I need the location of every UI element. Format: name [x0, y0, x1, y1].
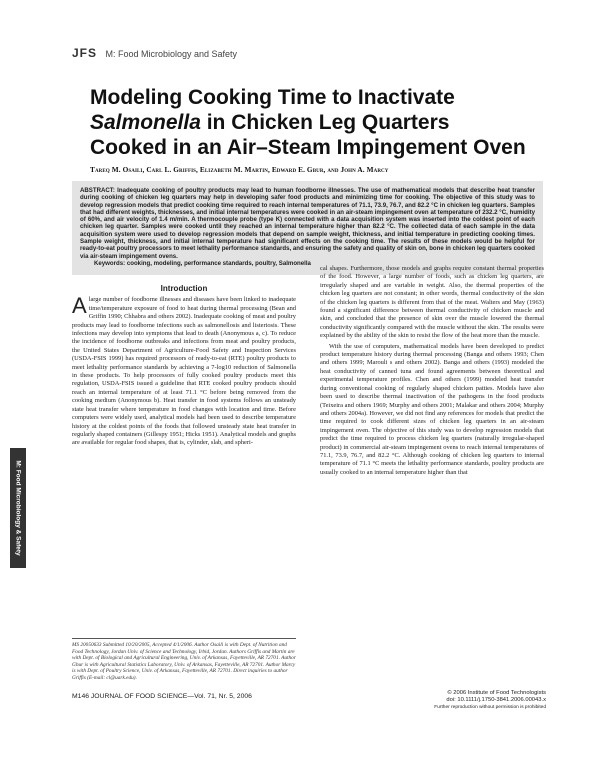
author-footnote: MS 20050633 Submitted 10/20/2005, Accepted 4/1/2006. Author Osaili is with Dept. of Nutrition and Food Technology, Jordan Univ. of Science and Technology, Irbid, Jordan. Authors Griffis and Martin are with Dept. of Biological and Agricultural Engineering, Univ. of Arkansas, Fayetteville, AR 72701. Author Gbur is with Agricultural Statistics Laboratory, Univ. of Arkansas, Fayetteville, AR 72701. Author Marcy is with Dept. of Poultry Science, Univ. of Arkansas, Fayetteville, AR 72701. Direct inquiries to author Griffis (E-mail: cl@uark.edu).	[72, 638, 296, 682]
journal-header	[72, 44, 237, 62]
title-line-1: Modeling Cooking Time to Inactivate	[90, 86, 455, 109]
left-column	[72, 285, 296, 450]
intro-paragraph-1	[72, 293, 296, 447]
right-column	[320, 265, 544, 479]
title-line-3: Cooked in an Air–Steam Impingement Oven	[90, 136, 526, 159]
page-footer-left: M146 JOURNAL OF FOOD SCIENCE—Vol. 71, Nr. 5, 2006	[72, 693, 252, 700]
page-footer-right	[416, 690, 546, 711]
doi: doi: 10.1111/j.1750-3841.2006.00043.x	[446, 697, 546, 703]
section-heading-introduction: Introduction	[160, 284, 208, 293]
title-organism: Salmonella	[90, 111, 201, 134]
title-line-2-rest: in Chicken Leg Quarters	[200, 111, 450, 134]
abstract-box	[72, 181, 543, 275]
keywords-text: cooking, modeling, performance standards, poultry, Salmonella	[125, 259, 311, 267]
keywords-label: Keywords:	[94, 259, 126, 267]
abstract-text: Inadequate cooking of poultry products may lead to human foodborne illnesses. The use of mathematical models that describe heat transfer during cooking of chicken leg quarters may help in developing safer food products and minimizing time for cooking. The objective of this study was to develop regression models that predict cooking time required to reach internal temperatures of 71.1, 73.9, 76.7, and 82.2 °C in chicken leg quarters. Samples that had different weights, thicknesses, and initial internal temperatures were cooked in an air-steam impingement oven at temperature of 232.2 °C, humidity of 60%, and air velocity of 1.4 m/min. A thermocouple probe (type K) connected with a data acquisition system was inserted into the coldest point of each chicken leg quarter. Samples were cooked until they reached an internal temperature higher than 82.2 °C. The collected data of each sample in the data acquisition system were used to develop regression models that depend on sample weight, thickness, and initial temperature in predicting cooking times. Sample weight, thickness, and initial internal temperature had significant effects on the cooking time. The results of these models would be helpful for ready-to-eat poultry processors to meet lethality performance standards, and ensuring the safety and quality of skin on, bone in chicken leg quarters cooked via air-steam impingement ovens.	[80, 187, 535, 260]
section-label: M: Food Microbiology and Safety	[105, 49, 238, 59]
body-paragraph-2: With the use of computers, mathematical models have been developed to predict product temperature history during thermal processing (Banga and others 1993; Chen and others 1999; Marouli s and others 2002). Banga and others (1993) modeled the heat conductivity of canned tuna and found agreements between theoretical and experimental temperature profiles. Chen and others (1999) modeled heat transfer during conventional cooking of regularly shaped chicken patties. Models have also been used to describe thermal inactivation of the pathogens in the food products (Teixeira and others 1969; Murphy and others 2001; Malakar and others 2004; Murphy and others 2004a). However, we did not find any references for models that predict the time required to cook different sizes of chicken leg quarters in an air-steam impingement oven. The objective of this study was to develop regression models that predict the time required to process chicken leg quarters (naturally irregular-shaped product) in commercial air-steam impingement ovens to reach internal temperatures of 71.1, 73.9, 76.7, and 82.2 °C. Although cooking of chicken leg quarters to internal temperature of 71.1 °C meets the lethality performance standards, poultry products are usually cooked to an internal temperature higher than that	[320, 342, 544, 476]
article-title	[90, 85, 530, 160]
section-side-tab	[10, 448, 26, 568]
title-line-2	[90, 110, 530, 135]
jfs-logo: JFS	[72, 46, 98, 60]
reproduction-notice: Further reproduction without permission is prohibited	[434, 705, 546, 710]
copyright: © 2006 Institute of Food Technologists	[447, 690, 546, 696]
intro-paragraph-1-text: large number of foodborne illnesses and diseases have been linked to inadequate time/temperature exposure of food to heat during thermal processing (Bean and Griffin 1990; Chhabra and others 2002). Inadequate cooking of meat and poultry products may lead to foodborne infections such as salmonellosis and listeriosis. These infections may develop into symptoms that lead to death (Anonymous a, c). To reduce the incidence of foodborne outbreaks and infections from meat and poultry products, the United States Department of Agriculture-Food Safety and Inspection Services (USDA-FSIS 1999) has required processors of ready-to-eat (RTE) poultry products to meet lethality performance standards by achieving a 7-log10 reduction of Salmonella in these products. To help processors of fully cooked poultry products meet this regulation, USDA-FSIS issued a guideline that RTE cooked poultry products should reach an internal temperature of at least 71.1 °C before being removed from the cooking medium (Anonymous b). Heat transfer in food systems follows an unsteady state heat transfer where temperature in food changes with location and time. Before computers were widely used, analytical models had been used to describe temperature history at the coldest points of the foods that followed unsteady state heat transfer in regularly shaped containers (Gillespy 1951; Hicks 1951). Analytical models and graphs are available for regular food shapes, that is, cylinder, slab, and spheri-	[72, 296, 296, 447]
side-tab-label: M: Food Microbiology & Safety	[14, 460, 22, 556]
drop-cap: A	[72, 293, 87, 319]
body-paragraph-continued: cal shapes. Furthermore, those models and graphs require constant thermal properties of the food. However, a large number of foods, such as chicken leg quarters, are irregularly shaped and are variable in weight. Also, the thermal properties of the chicken leg quarters are not constant; in other words, thermal conductivity of the skin of the chicken leg quarters is different from that of the meat. Walters and May (1963) found a significant difference between thermal conductivity of chicken muscle and skin, and concluded that the presence of skin over the muscle lowered the thermal conductivity significantly compared with the muscle without the skin. The results were explained by the ability of the skin to resist the flow of the heat more than the muscle.	[320, 265, 544, 340]
author-list: Tareq M. Osaili, Carl L. Griffis, Elizabeth M. Martin, Edward E. Gbur, and John A. Marcy	[90, 165, 389, 174]
abstract-label: ABSTRACT:	[80, 187, 115, 194]
